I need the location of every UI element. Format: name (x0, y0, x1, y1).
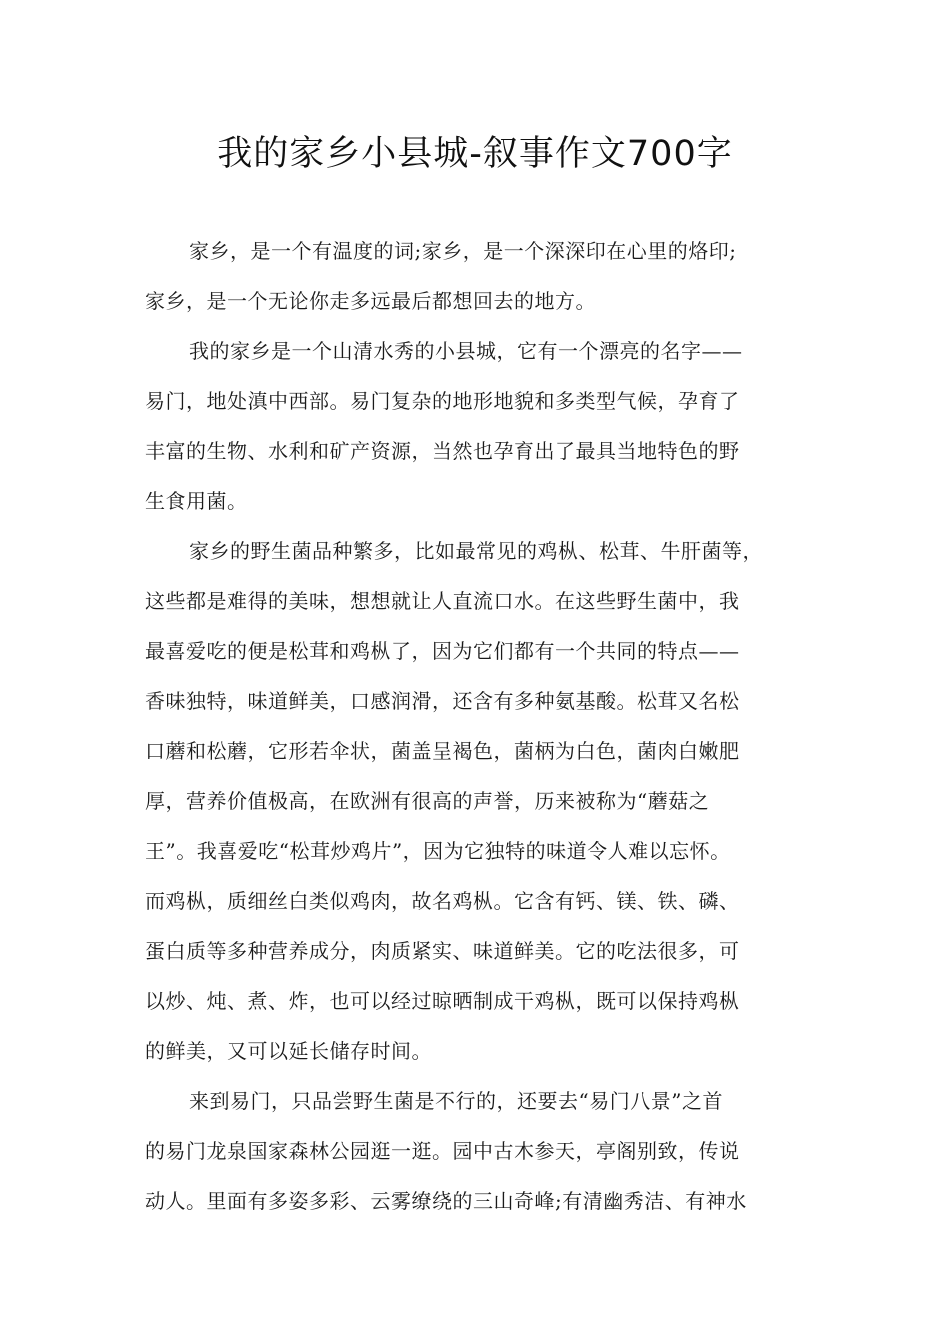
paragraph-line: 以炒、炖、煮、炸，也可以经过晾晒制成干鸡枞，既可以保持鸡枞 (145, 989, 740, 1013)
paragraph-line: 家乡，是一个有温度的词;家乡，是一个深深印在心里的烙印; (189, 239, 737, 263)
paragraph-line: 我的家乡是一个山清水秀的小县城，它有一个漂亮的名字—— (189, 339, 743, 363)
paragraph-line: 而鸡枞，质细丝白类似鸡肉，故名鸡枞。它含有钙、镁、铁、磷、 (145, 889, 740, 913)
paragraph-line: 的易门龙泉国家森林公园逛一逛。园中古木参天，亭阁别致，传说 (145, 1139, 740, 1163)
paragraph-line: 动人。里面有多姿多彩、云雾缭绕的三山奇峰;有清幽秀洁、有神水 (145, 1189, 747, 1213)
paragraph-line: 易门，地处滇中西部。易门复杂的地形地貌和多类型气候，孕育了 (145, 389, 740, 413)
paragraph-line: 最喜爱吃的便是松茸和鸡枞了，因为它们都有一个共同的特点—— (145, 639, 740, 663)
document-title: 我的家乡小县城-叙事作文700字 (217, 134, 733, 174)
paragraph-line: 丰富的生物、水利和矿产资源，当然也孕育出了最具当地特色的野 (145, 439, 740, 463)
paragraph-line: 这些都是难得的美味，想想就让人直流口水。在这些野生菌中，我 (145, 589, 740, 613)
paragraph-line: 蛋白质等多种营养成分，肉质紧实、味道鲜美。它的吃法很多，可 (145, 939, 740, 963)
paragraph-line: 的鲜美，又可以延长储存时间。 (145, 1039, 432, 1063)
paragraph-line: 家乡，是一个无论你走多远最后都想回去的地方。 (145, 289, 596, 313)
document-body (145, 226, 807, 1226)
paragraph-line: 厚，营养价值极高，在欧洲有很高的声誉，历来被称为“蘑菇之 (145, 789, 710, 813)
paragraph-line: 王”。我喜爱吃“松茸炒鸡片”，因为它独特的味道令人难以忘怀。 (145, 839, 731, 863)
paragraph-line: 口蘑和松蘑，它形若伞状，菌盖呈褐色，菌柄为白色，菌肉白嫩肥 (145, 739, 740, 763)
paragraph-line: 家乡的野生菌品种繁多，比如最常见的鸡枞、松茸、牛肝菌等， (189, 539, 763, 563)
paragraph-line: 香味独特，味道鲜美，口感润滑，还含有多种氨基酸。松茸又名松 (145, 689, 740, 713)
paragraph-line: 生食用菌。 (145, 489, 248, 513)
paragraph-line: 来到易门，只品尝野生菌是不行的，还要去“易门八景”之首 (189, 1089, 723, 1113)
